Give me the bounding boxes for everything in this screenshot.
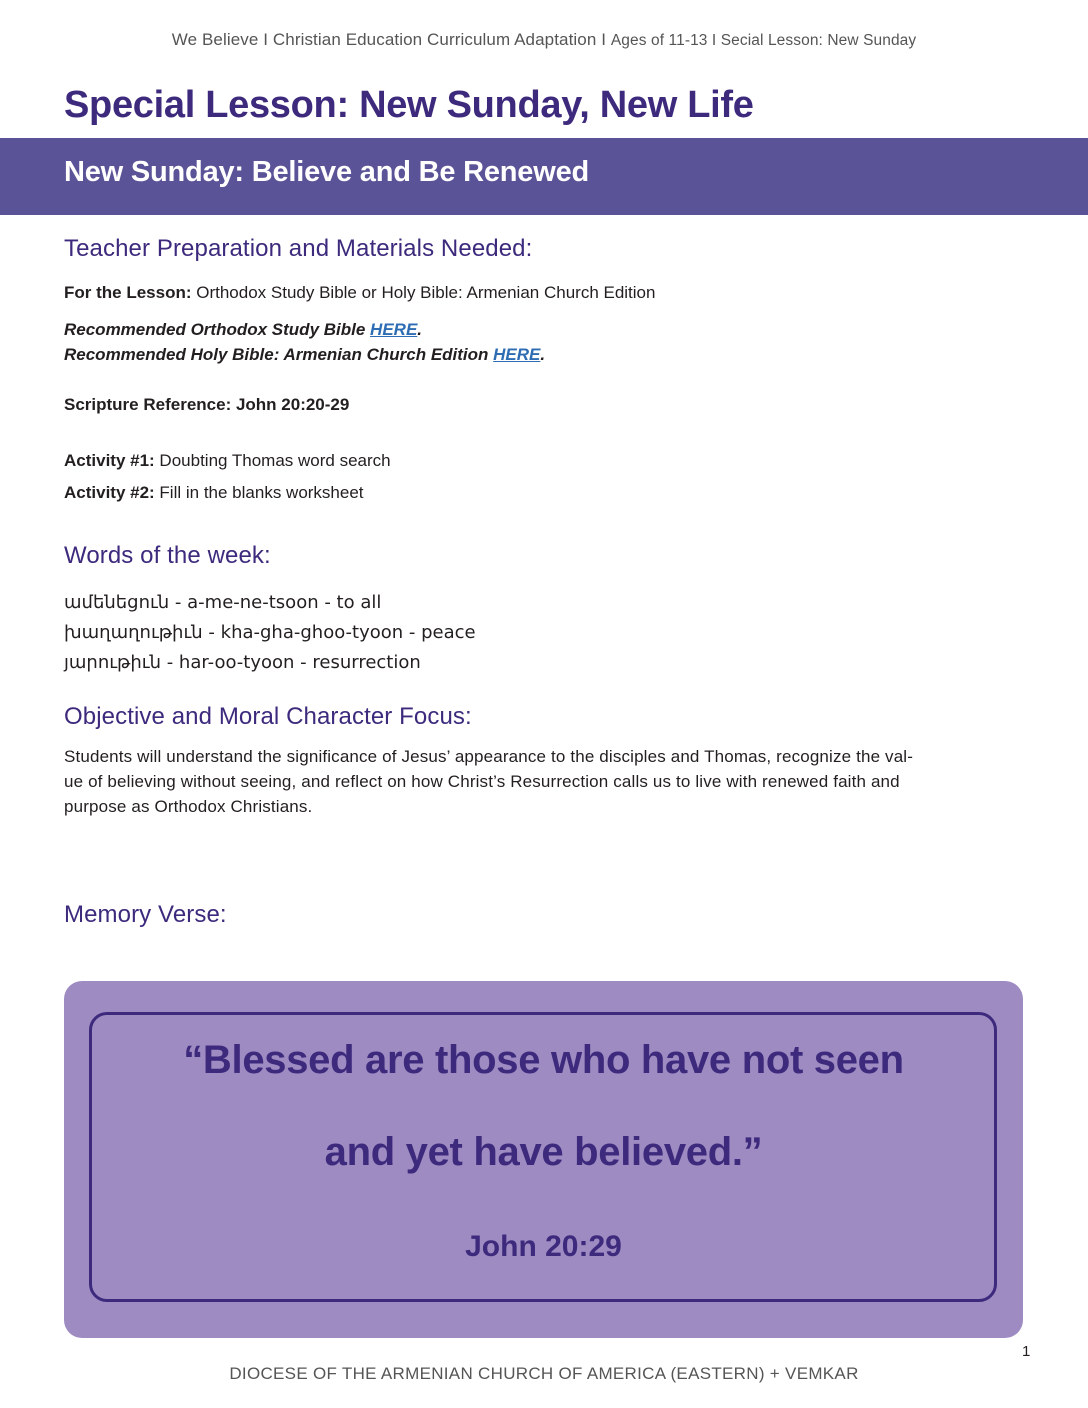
activity-1-line [64, 451, 391, 471]
recommended-line-1 [64, 320, 422, 340]
words-heading: Words of the week: [64, 542, 271, 569]
running-header-main: We Believe I Christian Education Curriculum Adaptation I [171, 30, 607, 49]
here-link-1[interactable]: HERE [370, 320, 418, 339]
banner-title: New Sunday: Believe and Be Renewed [64, 156, 590, 188]
running-header-small: Ages of 11-13 I Secial Lesson: New Sunday [610, 32, 917, 49]
for-lesson-value: Orthodox Study Bible or Holy Bible: Armenian Church Edition [191, 283, 656, 302]
recommended-text-1: Recommended Orthodox Study Bible [64, 320, 371, 339]
objective-paragraph [64, 744, 1024, 819]
memory-verse-heading: Memory Verse: [64, 901, 227, 928]
running-header [0, 30, 1088, 50]
objective-heading: Objective and Moral Character Focus: [64, 703, 472, 730]
scripture-reference: Scripture Reference: John 20:20-29 [64, 395, 350, 414]
memory-verse-line-2: and yet have believed.” [324, 1130, 763, 1174]
objective-line: Students will understand the significance of Jesus’ appearance to the disciples and Thomas, recognize the val- [64, 747, 914, 766]
footer: DIOCESE OF THE ARMENIAN CHURCH OF AMERICA (EASTERN) + VEMKAR [229, 1364, 859, 1383]
prep-heading: Teacher Preparation and Materials Needed: [64, 235, 533, 262]
objective-line: ue of believing without seeing, and reflect on how Christ’s Resurrection calls us to live with renewed faith and [64, 772, 900, 791]
activity-2-line [64, 483, 364, 503]
memory-verse-reference: John 20:29 [465, 1230, 622, 1263]
words-list [64, 588, 476, 678]
here-link-2[interactable]: HERE [493, 345, 541, 364]
recommended-line-2 [64, 345, 545, 365]
activity-1-label: Activity #1: [64, 451, 155, 470]
period-2: . [540, 345, 546, 364]
recommended-text-2: Recommended Holy Bible: Armenian Church Edition [64, 345, 494, 364]
activity-2-label: Activity #2: [64, 483, 155, 502]
word-item: խաղաղութիւն - kha-gha-ghoo-tyoon - peace [64, 622, 476, 643]
period-1: . [417, 320, 423, 339]
word-item: յարութիւն - har-oo-tyoon - resurrection [64, 652, 421, 673]
objective-line: purpose as Orthodox Christians. [64, 797, 313, 816]
for-lesson-line [64, 283, 655, 303]
memory-verse-line-1: “Blessed are those who have not seen [183, 1038, 904, 1082]
word-item: ամենեցուն - a-me-ne-tsoon - to all [64, 592, 382, 613]
for-lesson-label: For the Lesson: [64, 283, 192, 302]
activity-1-value: Doubting Thomas word search [154, 451, 391, 470]
activity-2-value: Fill in the blanks worksheet [154, 483, 364, 502]
page-number: 1 [1022, 1343, 1031, 1360]
page-title: Special Lesson: New Sunday, New Life [64, 84, 754, 126]
